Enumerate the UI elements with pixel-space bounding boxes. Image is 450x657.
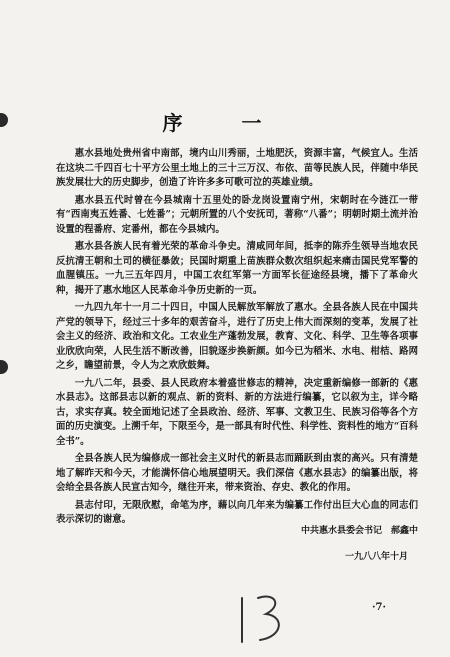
- page-title: 序 一: [162, 111, 288, 135]
- handwritten-page-mark: [232, 590, 302, 646]
- paragraph: 惠水县各族人民有着光荣的革命斗争史。清咸同年间，抵李的陈乔生领导当地农民反抗清王朝和土司的横征暴敛；民国时期重上苗族群众数次组织起来痛击国民党军警的血腥镇压。一九三五年四月，中国工农红军第一方面军长征途经县境，播下了革命火种，揭开了惠水地区人民革命斗争历史新的一页。: [56, 241, 418, 296]
- preface-body: [56, 147, 418, 531]
- page-number: ·7·: [372, 602, 386, 613]
- paragraph: 县志付印，无限欣慰，命笔为序，藉以向几年来为编纂工作付出巨大心血的同志们表示深切的谢意。: [56, 499, 418, 525]
- binding-hole: [0, 360, 8, 374]
- paragraph: 一九八二年，县委、县人民政府本着盛世修志的精神，决定重新编修一部新的《惠水县志》。这部县志以新的观点、新的资料、新的方法进行编纂，它以叙为主，详今略古，求实存真。较全面地记述了全县政治、经济、军事、文教卫生、民族习俗等各个方面的历史演变。上溯千年，下限至今，是一部具有时代性、科学性、资料性的地方“百科全书”。: [56, 377, 418, 447]
- signature: 中共惠水县委会书记 郝鑫中: [300, 526, 418, 536]
- paragraph: 惠水县五代时曾在今县城南十五里处的卧龙岗设置南宁州，宋朝时在今涟江一带有“西南夷五姓番、七姓番”；元朝所置的八个安抚司，著称“八番”；明朝时期土流并治设置的程番府、定番州，都在今县城内。: [56, 194, 418, 235]
- paragraph: 惠水县地处贵州省中南部，境内山川秀丽，土地肥沃，资源丰富，气候宜人。生活在这块二千四百七十平方公里土地上的三十三万汉、布依、苗等民族人民，伴随中华民族发展壮大的历史脚步，创造了许许多多可歌可泣的英雄业绩。: [56, 148, 418, 188]
- date: 一九八八年十月: [344, 552, 408, 562]
- paragraph: 一九四九年十一月二十四日，中国人民解放军解放了惠水。全县各族人民在中国共产党的领导下，经过三十多年的艰苦奋斗，进行了历史上伟大而深刻的变革，发展了社会主义的经济、政治和文化。工农业生产蓬勃发展，教育、文化、科学、卫生等各项事业欣欣向荣，人民生活不断改善，旧貌逐步换新颜。如今已为稻米、水电、柑桔、路网之乡，瞻望前景，令人为之欢欣鼓舞。: [56, 302, 418, 371]
- paragraph: 全县各族人民为编修成一部社会主义时代的新县志而踊跃到由衷的高兴。只有清楚地了解昨天和今天，才能满怀信心地展望明天。我们深信《惠水县志》的编纂出版，将会给全县各族人民宣古知今，继往开来，带来资治、存史、教化的作用。: [56, 453, 418, 493]
